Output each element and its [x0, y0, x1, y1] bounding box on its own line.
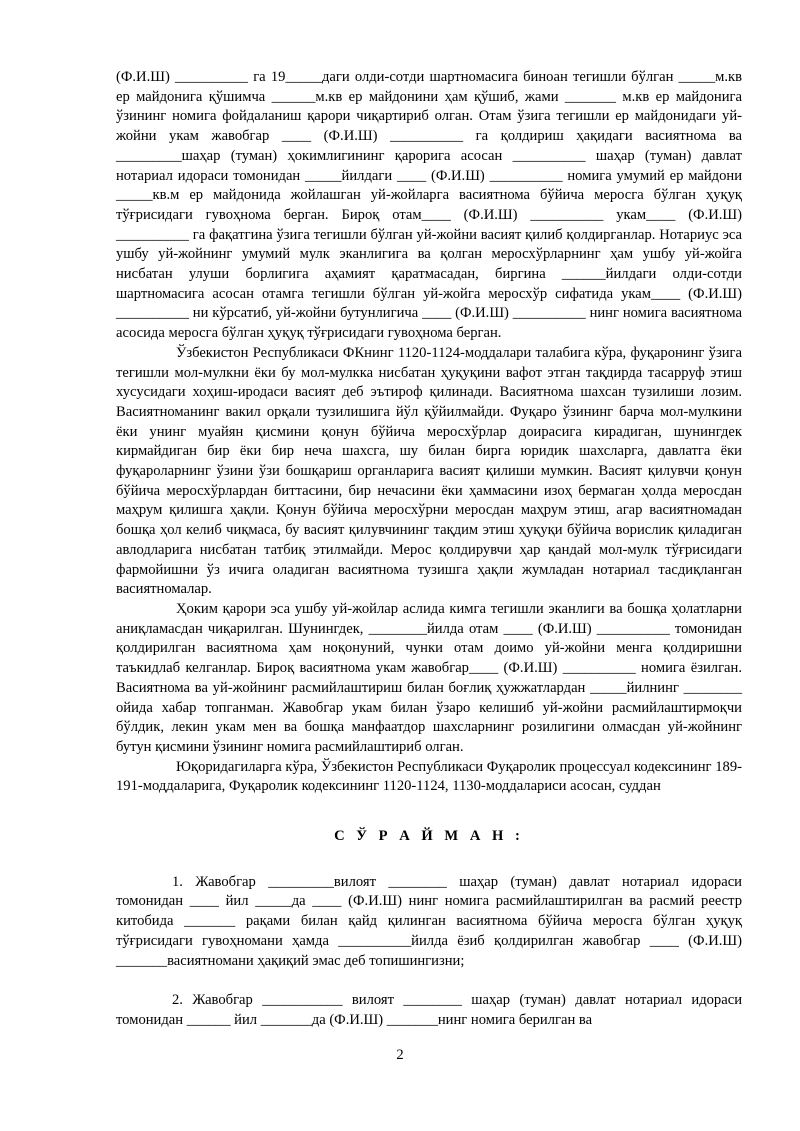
document-page — [116, 68, 742, 1031]
request-heading: С Ў Р А Й М А Н : — [334, 828, 524, 845]
page-number: 2 — [396, 1047, 404, 1063]
request-item-1: 1. Жавобгар _________вилоят ________ шаҳар (туман) давлат нотариал идораси томонидан ____ йил _____да ____ (Ф.И.Ш) нинг номига расмийлаштирилган ва расмий реестр китобида _______ рақами билан қайд қилинган васиятнома бўйича меросга бўлган ҳуқуқ тўғрисидаги гувоҳномани ҳамда __________йилда ёзиб қолдирилган жавобгар ____ (Ф.И.Ш) _______васиятномани ҳақиқий эмас деб топишингизни; — [116, 873, 742, 969]
paragraph-procedural-basis: Юқоридагиларга кўра, Ўзбекистон Республикаси Фуқаролик процессуал кодексининг 189-191-моддаларига, Фуқаролик кодексининг 1120-1124, 1130-моддалариси асосан, суддан — [116, 758, 742, 795]
request-item-2: 2. Жавобгар ___________ вилоят ________ шаҳар (туман) давлат нотариал идораси томонидан ______ йил _______да (Ф.И.Ш) _______нинг номига берилган ва — [116, 992, 742, 1028]
paragraph-legal-basis: Ўзбекистон Республикаси ФКнинг 1120-1124-моддалари талабига кўра, фуқаронинг ўзига тегишли мол-мулкни ёки бу мол-мулкка нисбатан ҳуқуқини вафот этган тақдирда тасарруф этиш хусусидаги хоҳиш-иродаси васият деб эътироф қилинади. Васиятнома шахсан тузилиши лозим. Васиятноманинг вакил орқали тузилишига йўл қўйилмайди. Фуқаро ўзининг барча мол-мулкини ёки унинг муайян қисмини қонун бўйича меросхўрлар доирасига кирадиган, шунингдек кирмайдиган бир ёки бир неча шахсга, шу билан бирга юридик шахсларга, давлатга ёки фуқароларнинг ўзини ўзи бошқариш органларига васият қилиши мумкин. Васият қилувчи қонун бўйича меросхўрлардан биттасини, бир нечасини ёки ҳаммасини изоҳ бермаган ҳолда меросдан маҳрум қилишга ҳақли. Қонун бўйича меросхўрни меросдан маҳрум этиш, агар васиятномадан бошқа ҳол келиб чиқмаса, бу васият қилувчининг тақдим этиш ҳуқуқи бўйича ворислик қиладиган авлодларига нисбатан татбиқ этилмайди. Мерос қолдирувчи ҳар қандай мол-мулк тўғрисидаги фармойишни ўз ичига оладиган васиятнома тузишга ҳақли жумладан нотариал тасдиқланган васиятномалар. — [116, 344, 742, 598]
paragraph-inheritance-facts: (Ф.И.Ш) __________ га 19_____даги олди-сотди шартномасига биноан тегишли бўлган _____м.кв ер майдонига қўшимча ______м.кв ер майдонини ҳам қўшиб, жами _______ м.кв ер майдонига ўзининг номига фойдаланиш қарори чиқартириб олган. Отам ўзига тегишли ер майдонидаги уй-жойни укам жавобгар ____ (Ф.И.Ш) __________ га қолдириш ҳақидаги васиятнома ва _________шаҳар (туман) ҳокимлигининг қарорига асосан __________ шаҳар (туман) давлат нотариал идораси томонидан _____йилдаги ____ (Ф.И.Ш) __________ номига умумий ер майдони _____кв.м ер майдонида жойлашган уй-жойларга васиятнома бўйича меросга бўлган ҳуқуқ тўғрисидаги гувоҳнома берган. Бироқ отам____ (Ф.И.Ш) __________ укам____ (Ф.И.Ш) __________ га фақатгина ўзига тегишли бўлган уй-жойни васият қилиб қолдирганлар. Нотариус эса ушбу уй-жойнинг умумий мулк эканлигига ва қолган меросхўрларнинг ҳам ушбу уй-жойга нисбатан улуши борлигига аҳамият қаратмасадан, биргина ______йилдаги олди-сотди шартномасига асосан отамга тегишли бўлган уй-жойга меросхўр сифатида укам____ (Ф.И.Ш) __________ ни кўрсатиб, уй-жойни бутунлигича ____ (Ф.И.Ш) __________ нинг номига васиятнома асосида меросга бўлган ҳуқуқ тўғрисидаги гувоҳнома берган. — [116, 69, 742, 342]
paragraph-claim-circumstances: Ҳоким қарори эса ушбу уй-жойлар аслида кимга тегишли эканлиги ва бошқа ҳолатларни аниқламасдан чиқарилган. Шунингдек, ________йилда отам ____ (Ф.И.Ш) __________ томонидан қолдирилган васиятнома ҳам ноқонуний, чунки отам доимо уй-жойни менга қолдиришни таъкидлаб келганлар. Бироқ васиятнома укам жавобгар____ (Ф.И.Ш) __________ номига ёзилган. Васиятнома ва уй-жойнинг расмийлаштириш билан боғлиқ ҳужжатлардан _____йилнинг ________ ойида хабар топганман. Жавобгар укам билан ўзаро келишиб уй-жойни расмийлаштирмоқчи бўлдик, лекин укам мен ва бошқа манфаатдор шахсларнинг розилигини олмасдан уй-жойнинг бутун қисмини ўзининг номига расмийлаштириб олган. — [116, 600, 742, 755]
